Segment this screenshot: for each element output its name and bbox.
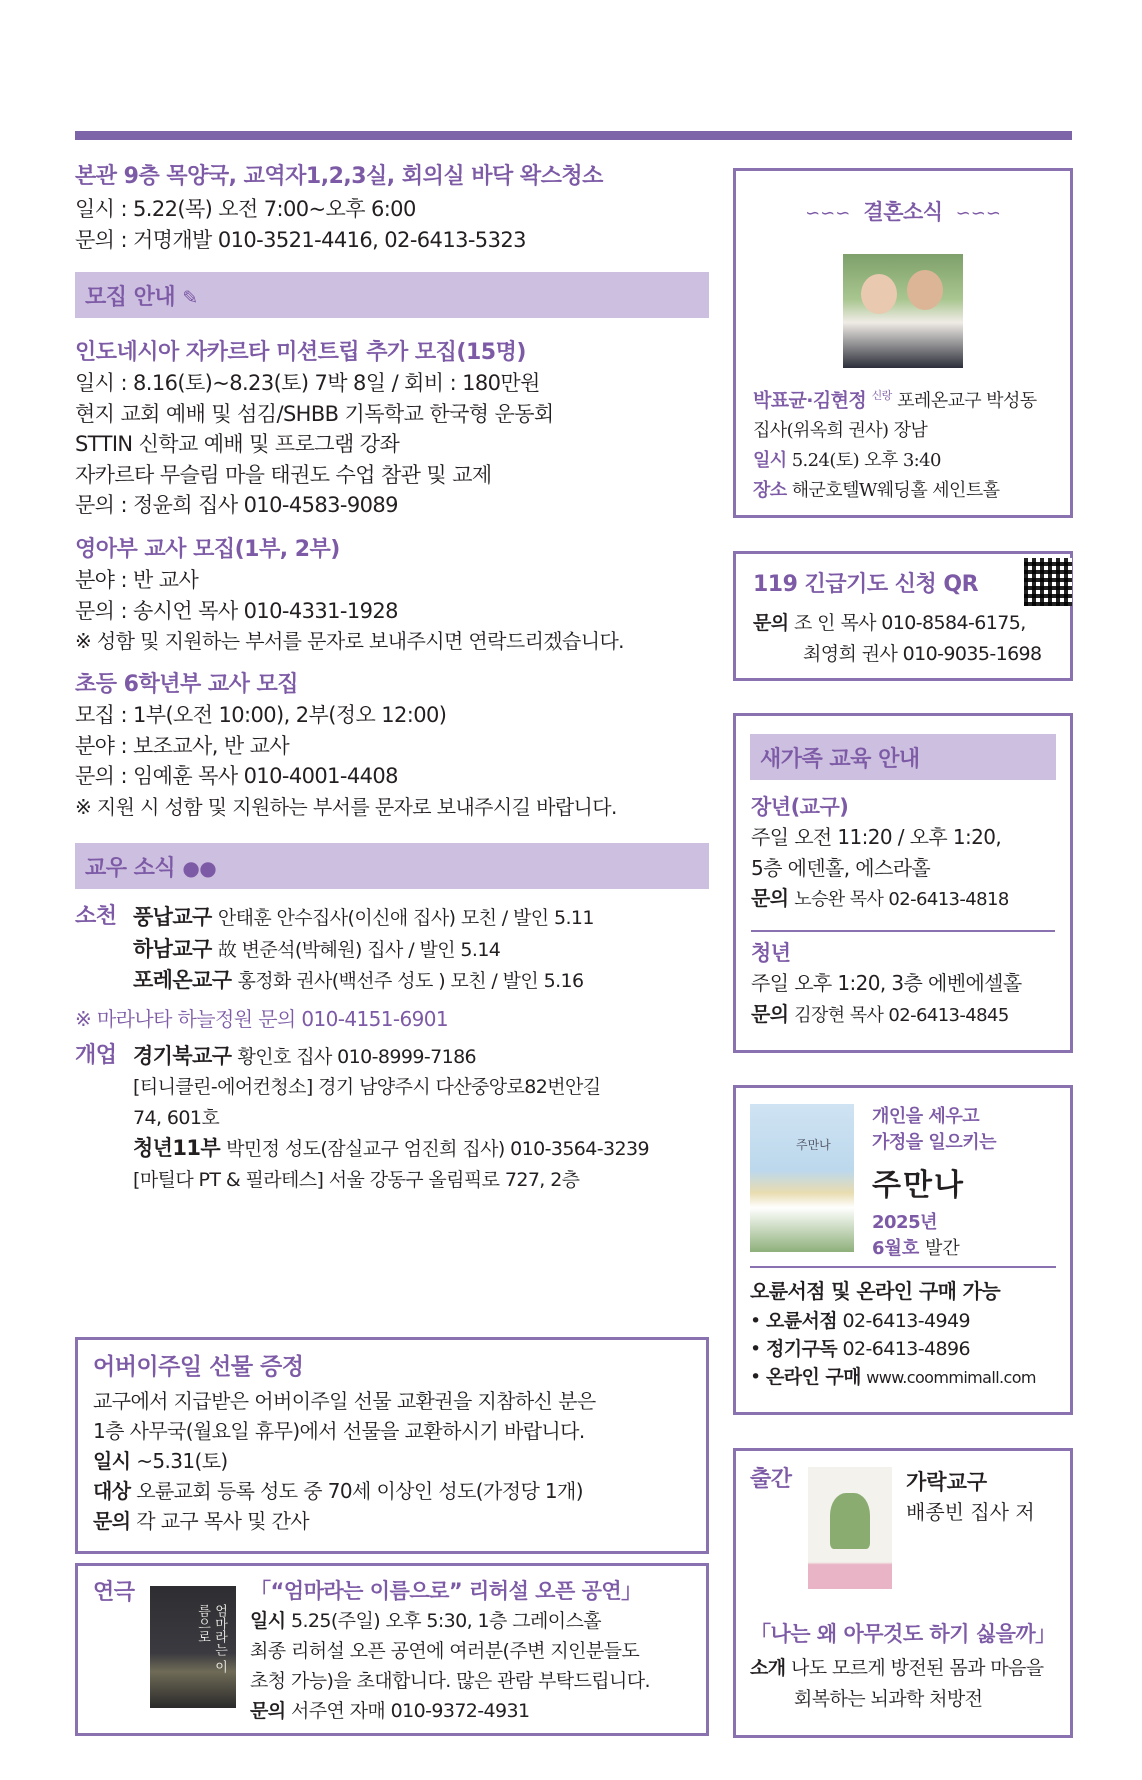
garden-contact: ※ 마라나타 하늘정원 문의 010-4151-6901 [75, 1007, 448, 1031]
gift-row-text: ~5.31(토) [136, 1449, 228, 1473]
book-author: 배종빈 집사 저 [906, 1500, 1035, 1524]
couple-photo [843, 254, 963, 368]
open-text: 황인호 집사 010-8999-7186 [237, 1045, 477, 1068]
divider [751, 930, 1055, 932]
news-header [75, 843, 709, 889]
recruit-item [75, 535, 624, 657]
recruit-line: ※ 지원 시 성함 및 지원하는 부서를 문자로 보내주시길 바랍니다. [75, 794, 617, 819]
book-intro [750, 1653, 1056, 1684]
recruit-line: 분야 : 반 교사 [75, 568, 199, 592]
prayer-label: 문의 [753, 612, 789, 634]
groom-tag: 신랑 [871, 389, 892, 402]
gift-row-label: 문의 [93, 1509, 131, 1533]
buy-text: 02-6413-4896 [842, 1337, 970, 1360]
recruit-line: 현지 교회 예배 및 섬김/SHBB 기독학교 한국형 운동회 [75, 401, 554, 426]
prayer-box [733, 551, 1073, 681]
recruit-title: 초등 6학년부 교사 모집 [75, 672, 299, 697]
sochun-entry [133, 934, 594, 966]
poster-title: 엄마라는 이름으로 [195, 1604, 227, 1674]
open-address: [마틸다 PT & 필라테스] 서울 강동구 올림픽로 727, 2층 [133, 1168, 580, 1191]
gift-title: 어버이주일 선물 증정 [93, 1354, 304, 1380]
play-poster [150, 1586, 236, 1708]
family-contact-text: 노승완 목사 02-6413-4818 [794, 889, 1009, 910]
recruit-line: 문의 : 임예훈 목사 010-4001-4408 [75, 764, 398, 788]
gift-row [93, 1446, 596, 1476]
people-icon: ●● [182, 856, 217, 880]
play-contact-label: 문의 [250, 1700, 286, 1722]
news-header-text: 교우 소식 [85, 856, 176, 881]
gift-row [93, 1506, 596, 1536]
family-contact-label: 문의 [751, 886, 789, 910]
family-contact-text: 김장현 목사 02-6413-4845 [794, 1004, 1009, 1026]
book-parish: 가락교구 [906, 1470, 988, 1494]
buy-label: 온라인 구매 [766, 1365, 861, 1388]
sochun-entry [133, 965, 594, 997]
wedding-parent: 집사(위옥희 권사) 장남 [753, 420, 928, 442]
play-row [250, 1606, 650, 1636]
open-text: 박민정 성도(잠실교구 엄진희 집사) 010-3564-3239 [226, 1138, 649, 1160]
magazine-issue-line [872, 1236, 996, 1262]
wedding-title: 결혼소식 [863, 200, 943, 224]
wedding-row-text: 5.24(토) 오후 3:40 [791, 450, 941, 472]
plant-icon [830, 1493, 870, 1549]
recruit-item [75, 670, 617, 822]
recruit-header-text: 모집 안내 [85, 285, 176, 310]
prayer-line: 최영희 권사 010-9035-1698 [803, 642, 1042, 665]
magazine-logo: 주만나 [872, 1168, 965, 1203]
book-intro-text: 회복하는 뇌과학 처방전 [794, 1687, 983, 1710]
gift-row-label: 일시 [93, 1449, 131, 1473]
recruit-title: 영아부 교사 모집(1부, 2부) [75, 537, 340, 562]
ornament-icon: ∽∽∽ [955, 203, 1001, 224]
ornament-icon: ∽∽∽ [805, 203, 851, 224]
wedding-line [753, 381, 1037, 416]
open-parish: 경기북교구 [133, 1043, 232, 1068]
recruit-line: STTIN 신학교 예배 및 프로그램 강좌 [75, 432, 400, 456]
book-label: 출간 [750, 1467, 792, 1492]
wedding-row [753, 446, 1037, 476]
family-box [733, 713, 1073, 1053]
family-group-title: 장년(교구) [751, 795, 849, 819]
play-row-text: 5.25(주일) 오후 5:30, 1층 그레이스홀 [290, 1610, 601, 1632]
buy-label: 정기구독 [766, 1337, 838, 1360]
sochun-parish: 풍납교구 [133, 905, 212, 929]
book-cover [808, 1467, 892, 1589]
open-entry [133, 1041, 649, 1073]
gift-row-text: 각 교구 목사 및 간사 [136, 1509, 310, 1533]
play-body: 최종 리허설 오픈 공연에 여러분(주변 지인분들도 [250, 1640, 640, 1662]
family-contact [751, 883, 1009, 916]
notice-line: 문의 : 거명개발 010-3521-4416, 02-6413-5323 [75, 227, 526, 252]
notice-line: 일시 : 5.22(목) 오전 7:00~오후 6:00 [75, 197, 416, 221]
play-box [75, 1563, 709, 1736]
wedding-row-label: 장소 [753, 480, 787, 502]
wedding-row-text: 해군호텔W웨딩홀 세인트홀 [791, 480, 1000, 502]
book-intro-label: 소개 [750, 1657, 786, 1679]
recruit-header [75, 272, 709, 318]
notice-title: 본관 9층 목양국, 교역자1,2,3실, 회의실 바닥 왁스청소 [75, 164, 603, 189]
gift-body: 1층 사무국(월요일 휴무)에서 선물을 교환하시기 바랍니다. [93, 1419, 585, 1443]
magazine-cover [750, 1104, 854, 1252]
open-address: [티니클린-에어컨청소] 경기 남양주시 다산중앙로82번안길 [133, 1076, 601, 1098]
magazine-issue-suffix: 발간 [925, 1238, 960, 1259]
recruit-line: 일시 : 8.16(토)~8.23(토) 7박 8일 / 회비 : 180만원 [75, 371, 540, 395]
notice-section [75, 162, 603, 255]
play-label: 연극 [93, 1580, 135, 1605]
buy-url-link[interactable]: www.coommimall.com [866, 1367, 1036, 1387]
qr-code-icon[interactable] [1024, 558, 1072, 606]
book-intro-text: 나도 모르게 방전된 몸과 마음을 [790, 1657, 1044, 1679]
recruit-line: ※ 성함 및 지원하는 부서를 문자로 보내주시면 연락드리겠습니다. [75, 629, 624, 653]
book-box [733, 1448, 1073, 1738]
open-label: 개업 [75, 1042, 117, 1068]
buy-title: 오륜서점 및 온라인 구매 가능 [750, 1279, 1001, 1303]
sochun-parish: 하남교구 [133, 936, 212, 961]
family-contact [751, 999, 1022, 1032]
prayer-contact [753, 608, 1042, 639]
open-address: 74, 601호 [133, 1106, 220, 1129]
recruit-line: 자카르타 무슬림 마을 태권도 수업 참관 및 교제 [75, 462, 492, 487]
gift-box [75, 1337, 709, 1554]
gift-row-label: 대상 [93, 1479, 131, 1503]
sochun-parish: 포레온교구 [133, 968, 232, 992]
magazine-issue: 6월호 [872, 1238, 920, 1259]
recruit-line: 분야 : 보조교사, 반 교사 [75, 733, 290, 758]
play-body: 초청 가능)을 초대합니다. 많은 관람 부탁드립니다. [250, 1670, 650, 1692]
family-header-text: 새가족 교육 안내 [760, 747, 920, 772]
gift-body: 교구에서 지급받은 어버이주일 선물 교환권을 지참하신 분은 [93, 1389, 596, 1413]
news-section [75, 902, 715, 1201]
magazine-box [733, 1085, 1073, 1415]
sochun-text: 故 변준석(박혜원) 집사 / 발인 5.14 [217, 938, 501, 961]
top-divider [75, 131, 1072, 140]
family-contact-label: 문의 [751, 1001, 789, 1026]
wedding-names: 박표균·김현정 [753, 389, 867, 412]
open-parish: 청년11부 [133, 1136, 221, 1160]
sochun-entry [133, 902, 594, 934]
recruit-line: 모집 : 1부(오전 10:00), 2부(정오 12:00) [75, 703, 447, 727]
family-group-title: 청년 [751, 941, 791, 965]
gift-row [93, 1476, 596, 1506]
family-line: 주일 오후 1:20, 3층 에벤에셀홀 [751, 971, 1022, 995]
wedding-row-label: 일시 [753, 450, 787, 472]
buy-item: • 정기구독 02-6413-4896 [750, 1337, 970, 1360]
open-entry [133, 1133, 649, 1165]
divider [750, 1266, 1056, 1268]
wedding-box [733, 168, 1073, 518]
play-contact [250, 1696, 650, 1726]
magazine-tagline: 가정을 일으키는 [872, 1132, 996, 1153]
wedding-parent: 포레온교구 박성동 [897, 390, 1037, 412]
recruit-line: 문의 : 정윤희 집사 010-4583-9089 [75, 493, 398, 517]
recruit-item [75, 338, 554, 521]
gift-row-text: 오륜교회 등록 성도 중 70세 이상인 성도(가정당 1개) [136, 1479, 583, 1503]
buy-text: 02-6413-4949 [842, 1309, 970, 1332]
magazine-tagline: 개인을 세우고 [872, 1106, 980, 1127]
play-row-label: 일시 [250, 1610, 286, 1632]
sochun-label: 소천 [75, 904, 117, 929]
sochun-text: 안태훈 안수집사(이신애 집사) 모친 / 발인 5.11 [217, 907, 594, 929]
book-title: 「나는 왜 아무것도 하기 싫을까」 [750, 1622, 1056, 1646]
recruit-title: 인도네시아 자카르타 미션트립 추가 모집(15명) [75, 340, 526, 365]
prayer-line: 조 인 목사 010-8584-6175, [793, 612, 1026, 634]
memo-icon: ✎ [182, 287, 198, 309]
cover-title: 주만나 [796, 1138, 831, 1152]
family-line: 5층 에덴홀, 에스라홀 [751, 855, 931, 880]
family-line: 주일 오전 11:20 / 오후 1:20, [751, 825, 1002, 849]
buy-label: 오륜서점 [766, 1309, 838, 1332]
wedding-header [736, 197, 1070, 227]
buy-item: • 온라인 구매 www.coommimall.com [750, 1365, 1036, 1388]
sochun-text: 홍정화 권사(백선주 성도 ) 모친 / 발인 5.16 [237, 970, 584, 992]
play-title: 「“엄마라는 이름으로” 리허설 오픈 공연」 [250, 1579, 642, 1603]
prayer-title: 119 긴급기도 신청 QR [753, 572, 979, 597]
recruit-line: 문의 : 송시언 목사 010-4331-1928 [75, 598, 398, 623]
wedding-row [753, 476, 1037, 506]
family-header [750, 734, 1056, 780]
buy-item: • 오륜서점 02-6413-4949 [750, 1309, 970, 1332]
play-contact-text: 서주연 자매 010-9372-4931 [290, 1700, 530, 1722]
magazine-issue: 2025년 [872, 1212, 937, 1233]
